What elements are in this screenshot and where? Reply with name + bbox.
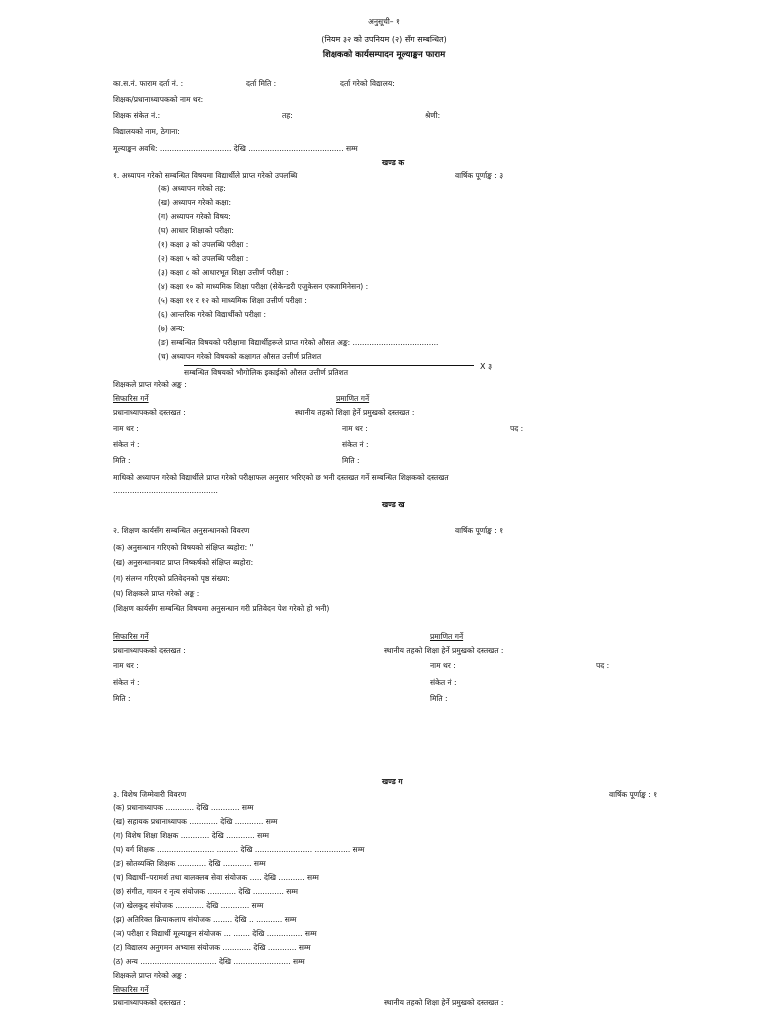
- section-a-item: (२) कक्षा ५ को उपलब्धि परीक्षा :: [158, 254, 249, 263]
- section-a-item: (१) कक्षा ३ को उपलब्धि परीक्षा :: [158, 240, 249, 249]
- section-c-full-marks: वार्षिक पूर्णाङ्क : १: [609, 790, 658, 799]
- section-a-heading: खण्ड क: [382, 158, 405, 167]
- local-head-signature: स्थानीय तहको शिक्षा हेर्ने प्रमुखको दस्तखत :: [384, 998, 504, 1007]
- approver-name: नाम थर :: [430, 661, 456, 670]
- section-b-item: (क) अनुसन्धान गरिएको विषयको संक्षिप्त ब्यहोरा: '': [113, 543, 254, 552]
- header-line-1: अनुसूची– १: [368, 17, 400, 26]
- section-c-marks-obtained: शिक्षकले प्राप्त गरेको अङ्क :: [113, 971, 187, 980]
- recommender-code: संकेत नं :: [113, 678, 140, 687]
- approver-post: पद :: [510, 424, 524, 433]
- section-a-item: (क) अध्यापन गरेको तह:: [158, 184, 226, 193]
- section-c-item: (झ) अतिरिक्त क्रियाकलाप संयोजक ........ देखि .. ........... सम्म: [113, 915, 297, 924]
- recommender-heading: सिफारिस गर्ने: [113, 985, 149, 994]
- recommender-code: संकेत नं :: [113, 440, 140, 449]
- section-a-item: (च) अध्यापन गरेको विषयको कक्षागत औसत उत्तीर्ण प्रतिशत: [158, 352, 322, 361]
- form-title: शिक्षकको कार्यसम्पादन मूल्याङ्कन फाराम: [322, 50, 446, 60]
- teacher-declaration-dots: ............................................: [113, 486, 218, 495]
- approver-date: मिति :: [430, 694, 448, 703]
- approver-heading: प्रमाणित गर्ने: [430, 632, 464, 641]
- approver-code: संकेत नं :: [342, 440, 369, 449]
- teacher-level: तह:: [282, 111, 293, 120]
- local-head-signature: स्थानीय तहको शिक्षा हेर्ने प्रमुखको दस्तखत :: [295, 408, 415, 417]
- school-address: विद्यालयको नाम, ठेगाना:: [113, 127, 180, 136]
- section-b-item: (ग) संलग्न गरिएको प्रतिवेदनको पृष्ठ संख्या:: [113, 574, 230, 583]
- recommender-date: मिति :: [113, 694, 131, 703]
- recommender-heading: सिफारिस गर्ने: [113, 632, 149, 641]
- section-a-item: (घ) आधार शिक्षाको परीक्षा:: [158, 226, 234, 235]
- section-a-item: (६) आन्तरिक गरेको विद्यार्थीको परीक्षा :: [158, 310, 267, 319]
- principal-signature: प्रधानाध्यापकको दस्तखत :: [113, 998, 186, 1007]
- principal-signature: प्रधानाध्यापकको दस्तखत :: [113, 646, 186, 655]
- section-a-item: (७) अन्य:: [158, 324, 185, 333]
- approver-name: नाम थर :: [342, 424, 368, 433]
- section-c-item: (ज) खेलकूद संयोजक ............ देखि ............ सम्म: [113, 901, 264, 910]
- header-line-2: (नियम ३२ को उपनियम (२) सँग सम्बन्धित): [321, 35, 447, 44]
- teacher-class: श्रेणी:: [425, 111, 441, 120]
- section-a-item: (ग) अध्यापन गरेको विषय:: [158, 212, 231, 221]
- section-c-item: (ठ) अन्य ................................ देखि ........................ सम्म: [113, 957, 305, 966]
- section-b-heading: खण्ड ख: [382, 500, 405, 509]
- approver-date: मिति :: [342, 456, 360, 465]
- section-a-item: (५) कक्षा ११ र १२ को माध्यमिक शिक्षा उत्तीर्ण परीक्षा :: [158, 296, 307, 305]
- recommender-name: नाम थर :: [113, 661, 139, 670]
- formula-denominator: सम्बन्धित विषयको भौगोलिक इकाईको औसत उत्तीर्ण प्रतिशत: [184, 368, 348, 377]
- section-c-item: (ख) सहायक प्रधानाध्यापक ............ देखि ............ सम्म: [113, 817, 278, 826]
- recommender-name: नाम थर :: [113, 424, 139, 433]
- section-c-item: (ट) विद्यालय अनुगमन अभ्यास संयोजक ............ देखि ............ सम्म: [113, 943, 311, 952]
- evaluation-period: मूल्याङ्कन अवधि: .............................. देखि ........................................ सम्म: [113, 144, 358, 153]
- section-a-marks-obtained: शिक्षकले प्राप्त गरेको अङ्क :: [113, 380, 187, 389]
- approver-heading: प्रमाणित गर्ने: [336, 394, 370, 403]
- teacher-name: शिक्षक/प्रधानाध्यापकको नाम थर:: [113, 95, 204, 104]
- section-c-item: (घ) वर्ग शिक्षक ........................ ......... देखि ........................ ............... सम्म: [113, 845, 365, 854]
- section-b-question: २. शिक्षण कार्यसँग सम्बन्धित अनुसन्धानको विवरण: [113, 526, 250, 535]
- local-head-signature: स्थानीय तहको शिक्षा हेर्ने प्रमुखको दस्तखत :: [384, 646, 504, 655]
- formula-fraction-line: [184, 365, 474, 366]
- principal-signature: प्रधानाध्यापकको दस्तखत :: [113, 408, 186, 417]
- section-a-item: (३) कक्षा ८ को आधारभूत शिक्षा उत्तीर्ण परीक्षा :: [158, 268, 289, 277]
- section-c-item: (ञ) परीक्षा र विद्यार्थी मूल्याङ्कन संयोजक ... ....... देखि ............... सम्म: [113, 929, 317, 938]
- section-c-question: ३. विशेष जिम्मेवारी विवरण: [113, 790, 187, 799]
- recommender-heading: सिफारिस गर्ने: [113, 394, 149, 403]
- section-c-item: (ङ) स्रोतव्यक्ति शिक्षक ............ देखि ............ सम्म: [113, 859, 266, 868]
- teacher-declaration: माथिको अध्यापन गरेको विद्यार्थीले प्राप्त गरेको परीक्षाफल अनुसार भरिएको छ भनी दस्तखत गर्ने सम्बन्धित शिक्षकको दस्तखत: [113, 473, 449, 482]
- section-a-full-marks: वार्षिक पूर्णाङ्क : ३: [455, 171, 504, 180]
- approver-post: पद :: [596, 661, 610, 670]
- section-c-item: (ग) विशेष शिक्षा शिक्षक ............ देखि ............ सम्म: [113, 831, 269, 840]
- formula-multiplier: X ३: [480, 362, 493, 371]
- registration-date: दर्ता मिति :: [246, 79, 277, 88]
- recommender-date: मिति :: [113, 456, 131, 465]
- file-number: का.स.नं. फाराम दर्ता नं. :: [113, 79, 184, 88]
- section-a-item: (ख) अध्यापन गरेको कक्षा:: [158, 198, 232, 207]
- section-a-question: १. अध्यापन गरेको सम्बन्धित विषयमा विद्यार्थीले प्राप्त गरेको उपलब्धि: [113, 171, 298, 180]
- teacher-code: शिक्षक संकेत नं.:: [113, 111, 161, 120]
- section-c-item: (च) विद्यार्थी–परामर्श तथा बालक्लब सेवा संयोजक ..... देखि ........... सम्म: [113, 873, 319, 882]
- section-b-item: (शिक्षण कार्यसँग सम्बन्धित विषयमा अनुसन्धान गरी प्रतिवेदन पेश गरेको हो भनी): [113, 604, 330, 613]
- section-c-item: (छ) संगीत, गायन र नृत्य संयोजक ............ देखि ............. सम्म: [113, 887, 299, 896]
- section-b-item: (घ) शिक्षकले प्राप्त गरेको अङ्क :: [113, 589, 200, 598]
- registered-school: दर्ता गरेको विद्यालय:: [340, 79, 395, 88]
- section-b-full-marks: वार्षिक पूर्णाङ्क : १: [455, 526, 504, 535]
- section-c-item: (क) प्रधानाध्यापक ............ देखि ............ सम्म: [113, 803, 254, 812]
- section-c-heading: खण्ड ग: [382, 777, 403, 786]
- section-b-item: (ख) अनुसन्धानबाट प्राप्त निष्कर्षको संक्षिप्त ब्यहोरा:: [113, 558, 254, 567]
- section-a-item: (४) कक्षा १० को माध्यमिक शिक्षा परीक्षा (सेकेन्डरी एजुकेसन एक्जामिनेसन) :: [158, 282, 369, 291]
- approver-code: संकेत नं :: [430, 678, 457, 687]
- section-a-item: (ङ) सम्बन्धित विषयको परीक्षामा विद्यार्थीहरूले प्राप्त गरेको औसत अङ्क: ....................................: [158, 338, 439, 347]
